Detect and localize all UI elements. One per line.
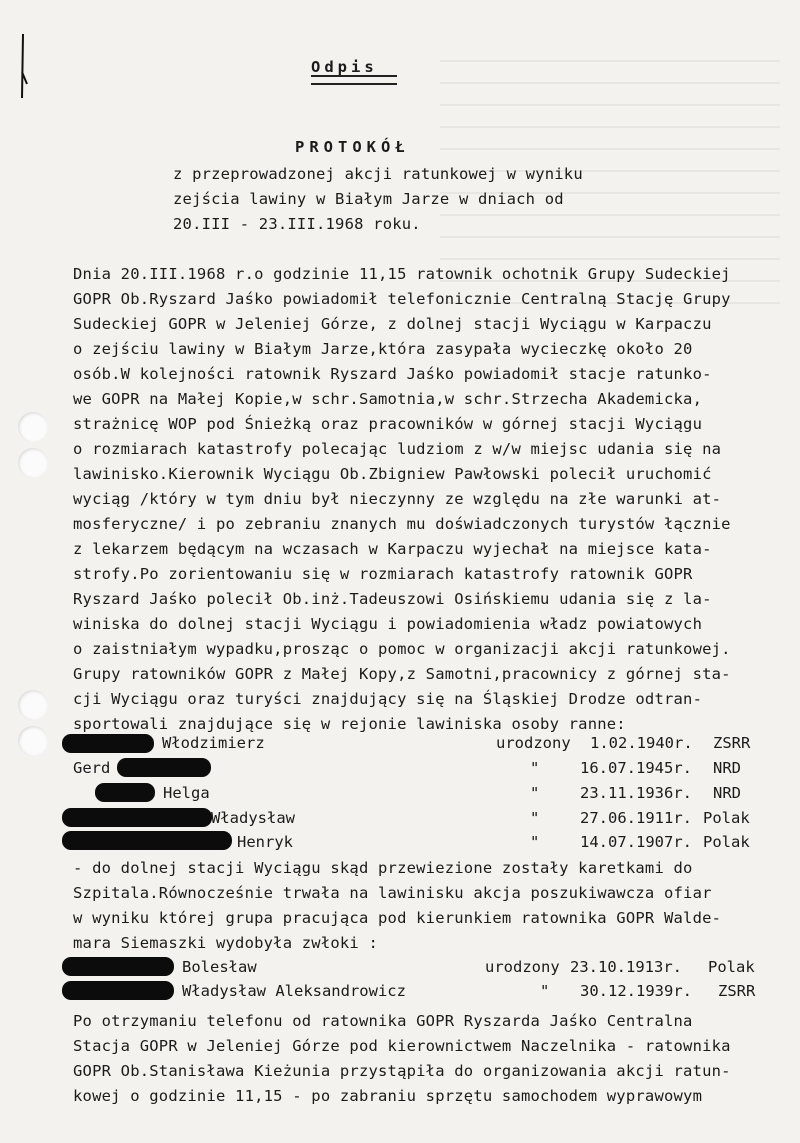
person-name: Helga [163, 784, 210, 802]
text-line: z lekarzem będącym na wczasach w Karpaczu wyjechał na miejsce kata- [73, 540, 712, 558]
person-name: Włodzimierz [162, 734, 265, 752]
born-prefix: urodzony [485, 958, 560, 976]
born-prefix: urodzony [496, 734, 571, 752]
text-line: winiska do dolnej stacji Wyciągu i powiadomienia władz powiatowych [73, 615, 703, 633]
text-line: mara Siemaszki wydobyła zwłoki : [73, 934, 379, 952]
punch-hole [18, 448, 48, 478]
born-prefix: " [530, 809, 540, 827]
text-line: Grupy ratowników GOPR z Małej Kopy,z Samotni,pracownicy z górnej sta- [73, 665, 731, 683]
text-line: o zejściu lawiny w Białym Jarze,która zasypała wycieczkę około 20 [73, 340, 693, 358]
text-line: lawinisko.Kierownik Wyciągu Ob.Zbigniew Pawłowski polecił uruchomić [73, 465, 712, 483]
subtitle-line: 20.III - 23.III.1968 roku. [173, 215, 421, 233]
text-line: Po otrzymaniu telefonu od ratownika GOPR Ryszarda Jaśko Centralna [73, 1012, 693, 1030]
text-line: o rozmiarach katastrofy polecając ludziom z w/w miejsc udania się na [73, 440, 722, 458]
nationality: Polak [708, 958, 755, 976]
nationality: Polak [703, 833, 750, 851]
subtitle-line: zejścia lawiny w Białym Jarze w dniach od [173, 190, 564, 208]
text-line: strażnicę WOP pod Śnieżką oraz pracowników w górnej stacji Wyciągu [73, 415, 703, 433]
text-line: sportowali znajdujące się w rejonie lawiniska osoby ranne: [73, 715, 626, 733]
birth-date: 1.02.1940r. [590, 734, 693, 752]
subtitle-line: z przeprowadzonej akcji ratunkowej w wyniku [173, 165, 583, 183]
text-line: kowej o godzinie 11,15 - po zabraniu sprzętu samochodem wyprawowym [73, 1087, 703, 1105]
redaction-bar [62, 734, 154, 753]
text-line: - do dolnej stacji Wyciągu skąd przewiezione zostały karetkami do [73, 859, 693, 877]
redaction-bar [62, 957, 174, 976]
person-name: Bolesław [182, 958, 257, 976]
odpis-underline [311, 75, 397, 85]
born-prefix: " [530, 833, 540, 851]
redaction-bar [95, 783, 155, 802]
born-prefix: " [530, 784, 540, 802]
redaction-bar [62, 831, 232, 850]
birth-date: 27.06.1911r. [580, 809, 692, 827]
person-name: Władysław Aleksandrowicz [182, 982, 406, 1000]
redaction-bar [62, 808, 212, 827]
born-prefix: " [540, 982, 550, 1000]
text-line: osób.W kolejności ratownik Ryszard Jaśko powiadomił stacje ratunko- [73, 365, 712, 383]
birth-date: 23.11.1936r. [580, 784, 692, 802]
text-line: Sudeckiej GOPR w Jeleniej Górze, z dolnej stacji Wyciągu w Karpaczu [73, 315, 712, 333]
text-line: cji Wyciągu oraz turyści znajdujący się na Śląskiej Drodze odtran- [73, 690, 703, 708]
person-name: Władysław [211, 809, 295, 827]
odpis-heading: Odpis [311, 58, 378, 76]
nationality: ZSRR [713, 734, 751, 752]
person-name: Gerd [73, 759, 111, 777]
text-line: we GOPR na Małej Kopie,w schr.Samotnia,w schr.Strzecha Akademicka, [73, 390, 703, 408]
text-line: mosferyczne/ i po zebraniu znanych mu doświadczonych turystów łącznie [73, 515, 731, 533]
person-name: Henryk [237, 833, 293, 851]
punch-hole [18, 726, 48, 756]
birth-date: 23.10.1913r. [570, 958, 682, 976]
birth-date: 14.07.1907r. [580, 833, 692, 851]
punch-hole [18, 412, 48, 442]
text-line: GOPR Ob.Ryszard Jaśko powiadomił telefonicznie Centralną Stację Grupy [73, 290, 731, 308]
text-line: strofy.Po zorientowaniu się w rozmiarach katastrofy ratownik GOPR [73, 565, 693, 583]
birth-date: 16.07.1945r. [580, 759, 692, 777]
redaction-bar [62, 981, 174, 1000]
redaction-bar [117, 758, 211, 777]
pen-mark-icon [14, 32, 30, 102]
text-line: Szpitala.Równocześnie trwała na lawinisku akcja poszukiwawcza ofiar [73, 884, 712, 902]
nationality: NRD [713, 784, 741, 802]
text-line: o zaistniałym wypadku,prosząc o pomoc w organizacji akcji ratunkowej. [73, 640, 731, 658]
nationality: NRD [713, 759, 741, 777]
text-line: wyciąg /który w tym dniu był nieczynny ze względu na złe warunki at- [73, 490, 722, 508]
protokol-heading: PROTOKÓŁ [295, 138, 410, 156]
text-line: GOPR Ob.Stanisława Kieżunia przystąpiła do organizowania akcji ratun- [73, 1062, 731, 1080]
birth-date: 30.12.1939r. [580, 982, 692, 1000]
born-prefix: " [530, 759, 540, 777]
text-line: Stacja GOPR w Jeleniej Górze pod kierownictwem Naczelnika - ratownika [73, 1037, 731, 1055]
nationality: Polak [703, 809, 750, 827]
text-line: w wyniku której grupa pracująca pod kierunkiem ratownika GOPR Walde- [73, 909, 722, 927]
nationality: ZSRR [718, 982, 756, 1000]
text-line: Ryszard Jaśko polecił Ob.inż.Tadeuszowi Osińskiemu udania się z la- [73, 590, 712, 608]
punch-hole [18, 690, 48, 720]
text-line: Dnia 20.III.1968 r.o godzinie 11,15 ratownik ochotnik Grupy Sudeckiej [73, 265, 731, 283]
